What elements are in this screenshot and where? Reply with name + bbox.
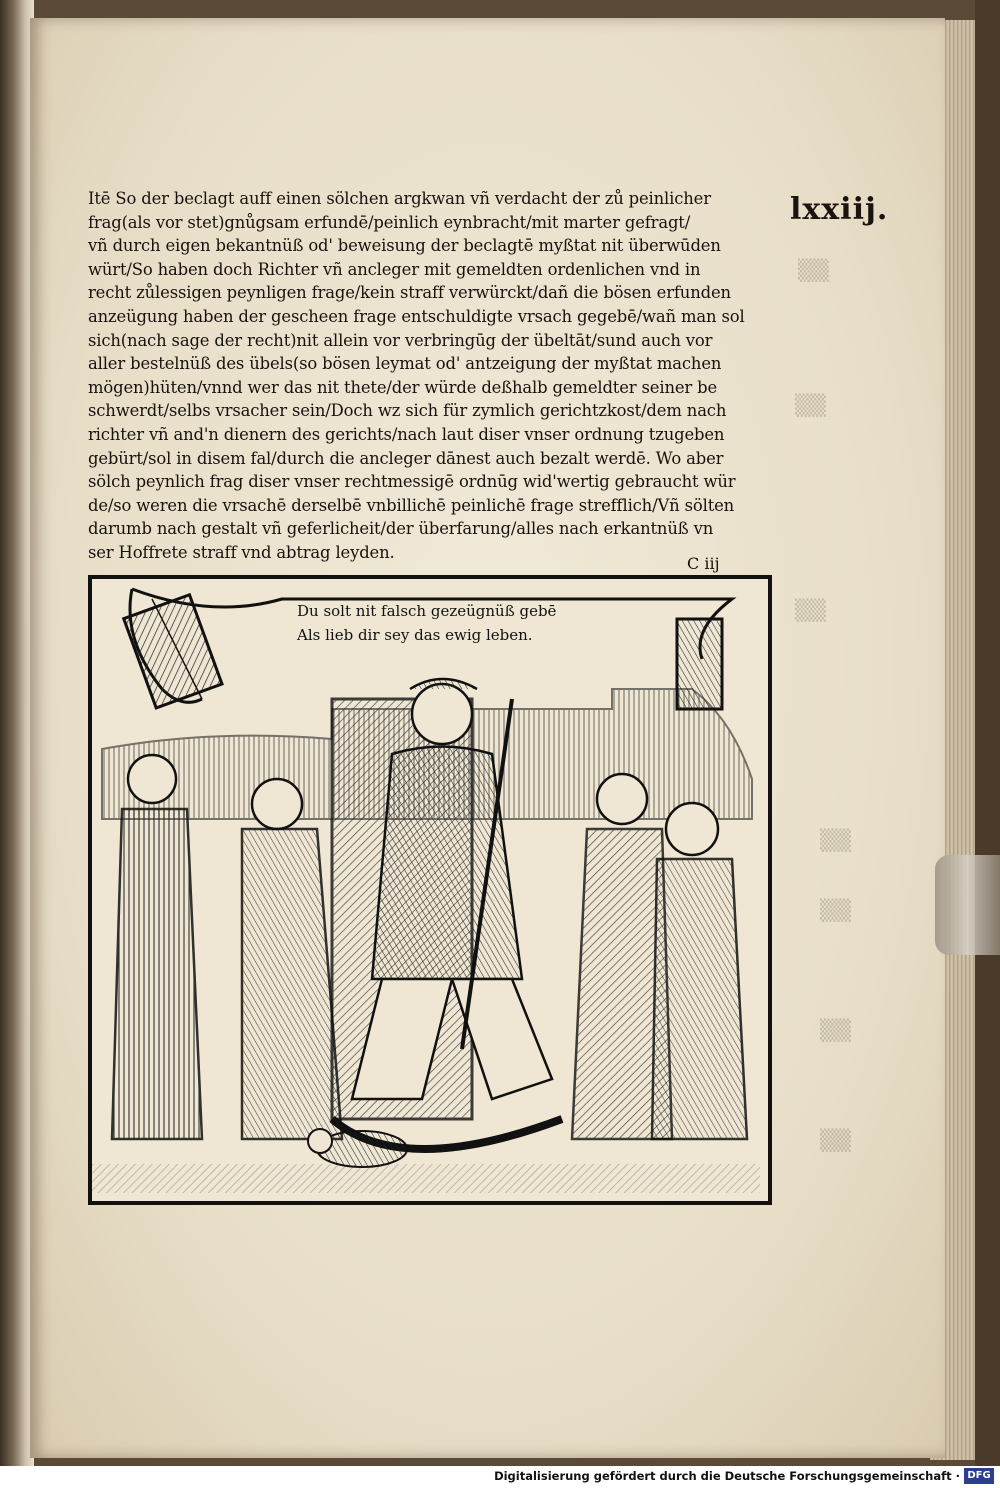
text-line: richter vñ and'n dienern des gerichts/nach laut diser vnser ordnung tzugeben bbox=[88, 424, 725, 444]
text-line: frag(als vor stet)gnůgsam erfundē/peinlich eynbracht/mit marter gefragt/ bbox=[88, 212, 691, 232]
book-cover-right bbox=[975, 0, 1000, 1488]
text-line: vñ durch eigen bekantnüß od' beweisung der beclagtē myßtat nit überwūden bbox=[88, 236, 721, 256]
text-line: Itē So der beclagt auff einen sölchen argkwan vñ verdacht der zů peinlicher bbox=[88, 189, 711, 208]
text-line: würt/So haben doch Richter vñ ancleger mit gemeldten ordenlichen vnd in bbox=[88, 259, 701, 279]
text-line: sölch peynlich frag diser vnser rechtmessigē ordnūg wid'wertig gebraucht wür bbox=[88, 472, 736, 492]
text-line: anzeügung haben der gescheen frage entschuldigte vrsach gegebē/wañ man sol bbox=[88, 306, 745, 326]
text-line: darumb nach gestalt vñ geferlicheit/der überfarung/alles nach erkantnüß vn bbox=[88, 519, 714, 539]
scanner-clip bbox=[935, 855, 1000, 955]
bleed-through-mark: ▒▒ bbox=[820, 898, 851, 922]
bleed-through-mark: ▒▒ bbox=[820, 1128, 851, 1152]
dog-figure bbox=[308, 1129, 407, 1167]
woodcut-drawing bbox=[92, 579, 760, 1193]
bleed-through-mark: ▒▒ bbox=[820, 1018, 851, 1042]
text-line: aller bestelnüß des übels(so bösen leymat od' antzeigung der myßtat machen bbox=[88, 354, 722, 374]
dfg-logo: DFG bbox=[964, 1468, 994, 1484]
bleed-through-mark: ▒▒ bbox=[795, 598, 826, 622]
footer-credit: Digitalisierung gefördert durch die Deutsche Forschungsgemeinschaft · bbox=[494, 1469, 960, 1483]
caption-line: Du solt nit falsch gezeügnüß gebē bbox=[297, 602, 557, 620]
text-line: gebürt/sol in disem fal/durch die ancleger dānest auch bezalt werdē. Wo aber bbox=[88, 448, 724, 468]
text-line: ser Hoffrete straff vnd abtrag leyden. bbox=[88, 542, 395, 562]
signature-mark: C iij bbox=[687, 554, 720, 573]
text-line: recht zůlessigen peynligen frage/kein straff verwürckt/dañ die bösen erfunden bbox=[88, 283, 731, 303]
bleed-through-mark: ▒▒ bbox=[820, 828, 851, 852]
text-line: schwerdt/selbs vrsacher sein/Doch wz sich für zymlich gerichtzkost/dem nach bbox=[88, 401, 727, 421]
body-text bbox=[88, 187, 788, 565]
book-binding-left bbox=[0, 0, 34, 1488]
text-line: mögen)hüten/vnnd wer das nit thete/der würde deßhalb gemeldter seiner be bbox=[88, 377, 718, 397]
woodcut-illustration bbox=[88, 575, 772, 1205]
footer-bar bbox=[0, 1466, 1000, 1488]
right-figures bbox=[572, 774, 747, 1139]
text-line: de/so weren die vrsachē derselbē vnbillichē peinlichē frage strefflich/Vñ sölten bbox=[88, 495, 735, 515]
caption-line: Als lieb dir sey das ewig leben. bbox=[297, 626, 533, 644]
folio-number: lxxiij. bbox=[790, 192, 889, 227]
woodcut-caption bbox=[297, 599, 556, 647]
bleed-through-mark: ▒▒ bbox=[795, 393, 826, 417]
text-line: sich(nach sage der recht)nit allein vor verbringūg der übeltāt/sund auch vor bbox=[88, 330, 713, 350]
bleed-through-mark: ▒▒ bbox=[798, 258, 829, 282]
